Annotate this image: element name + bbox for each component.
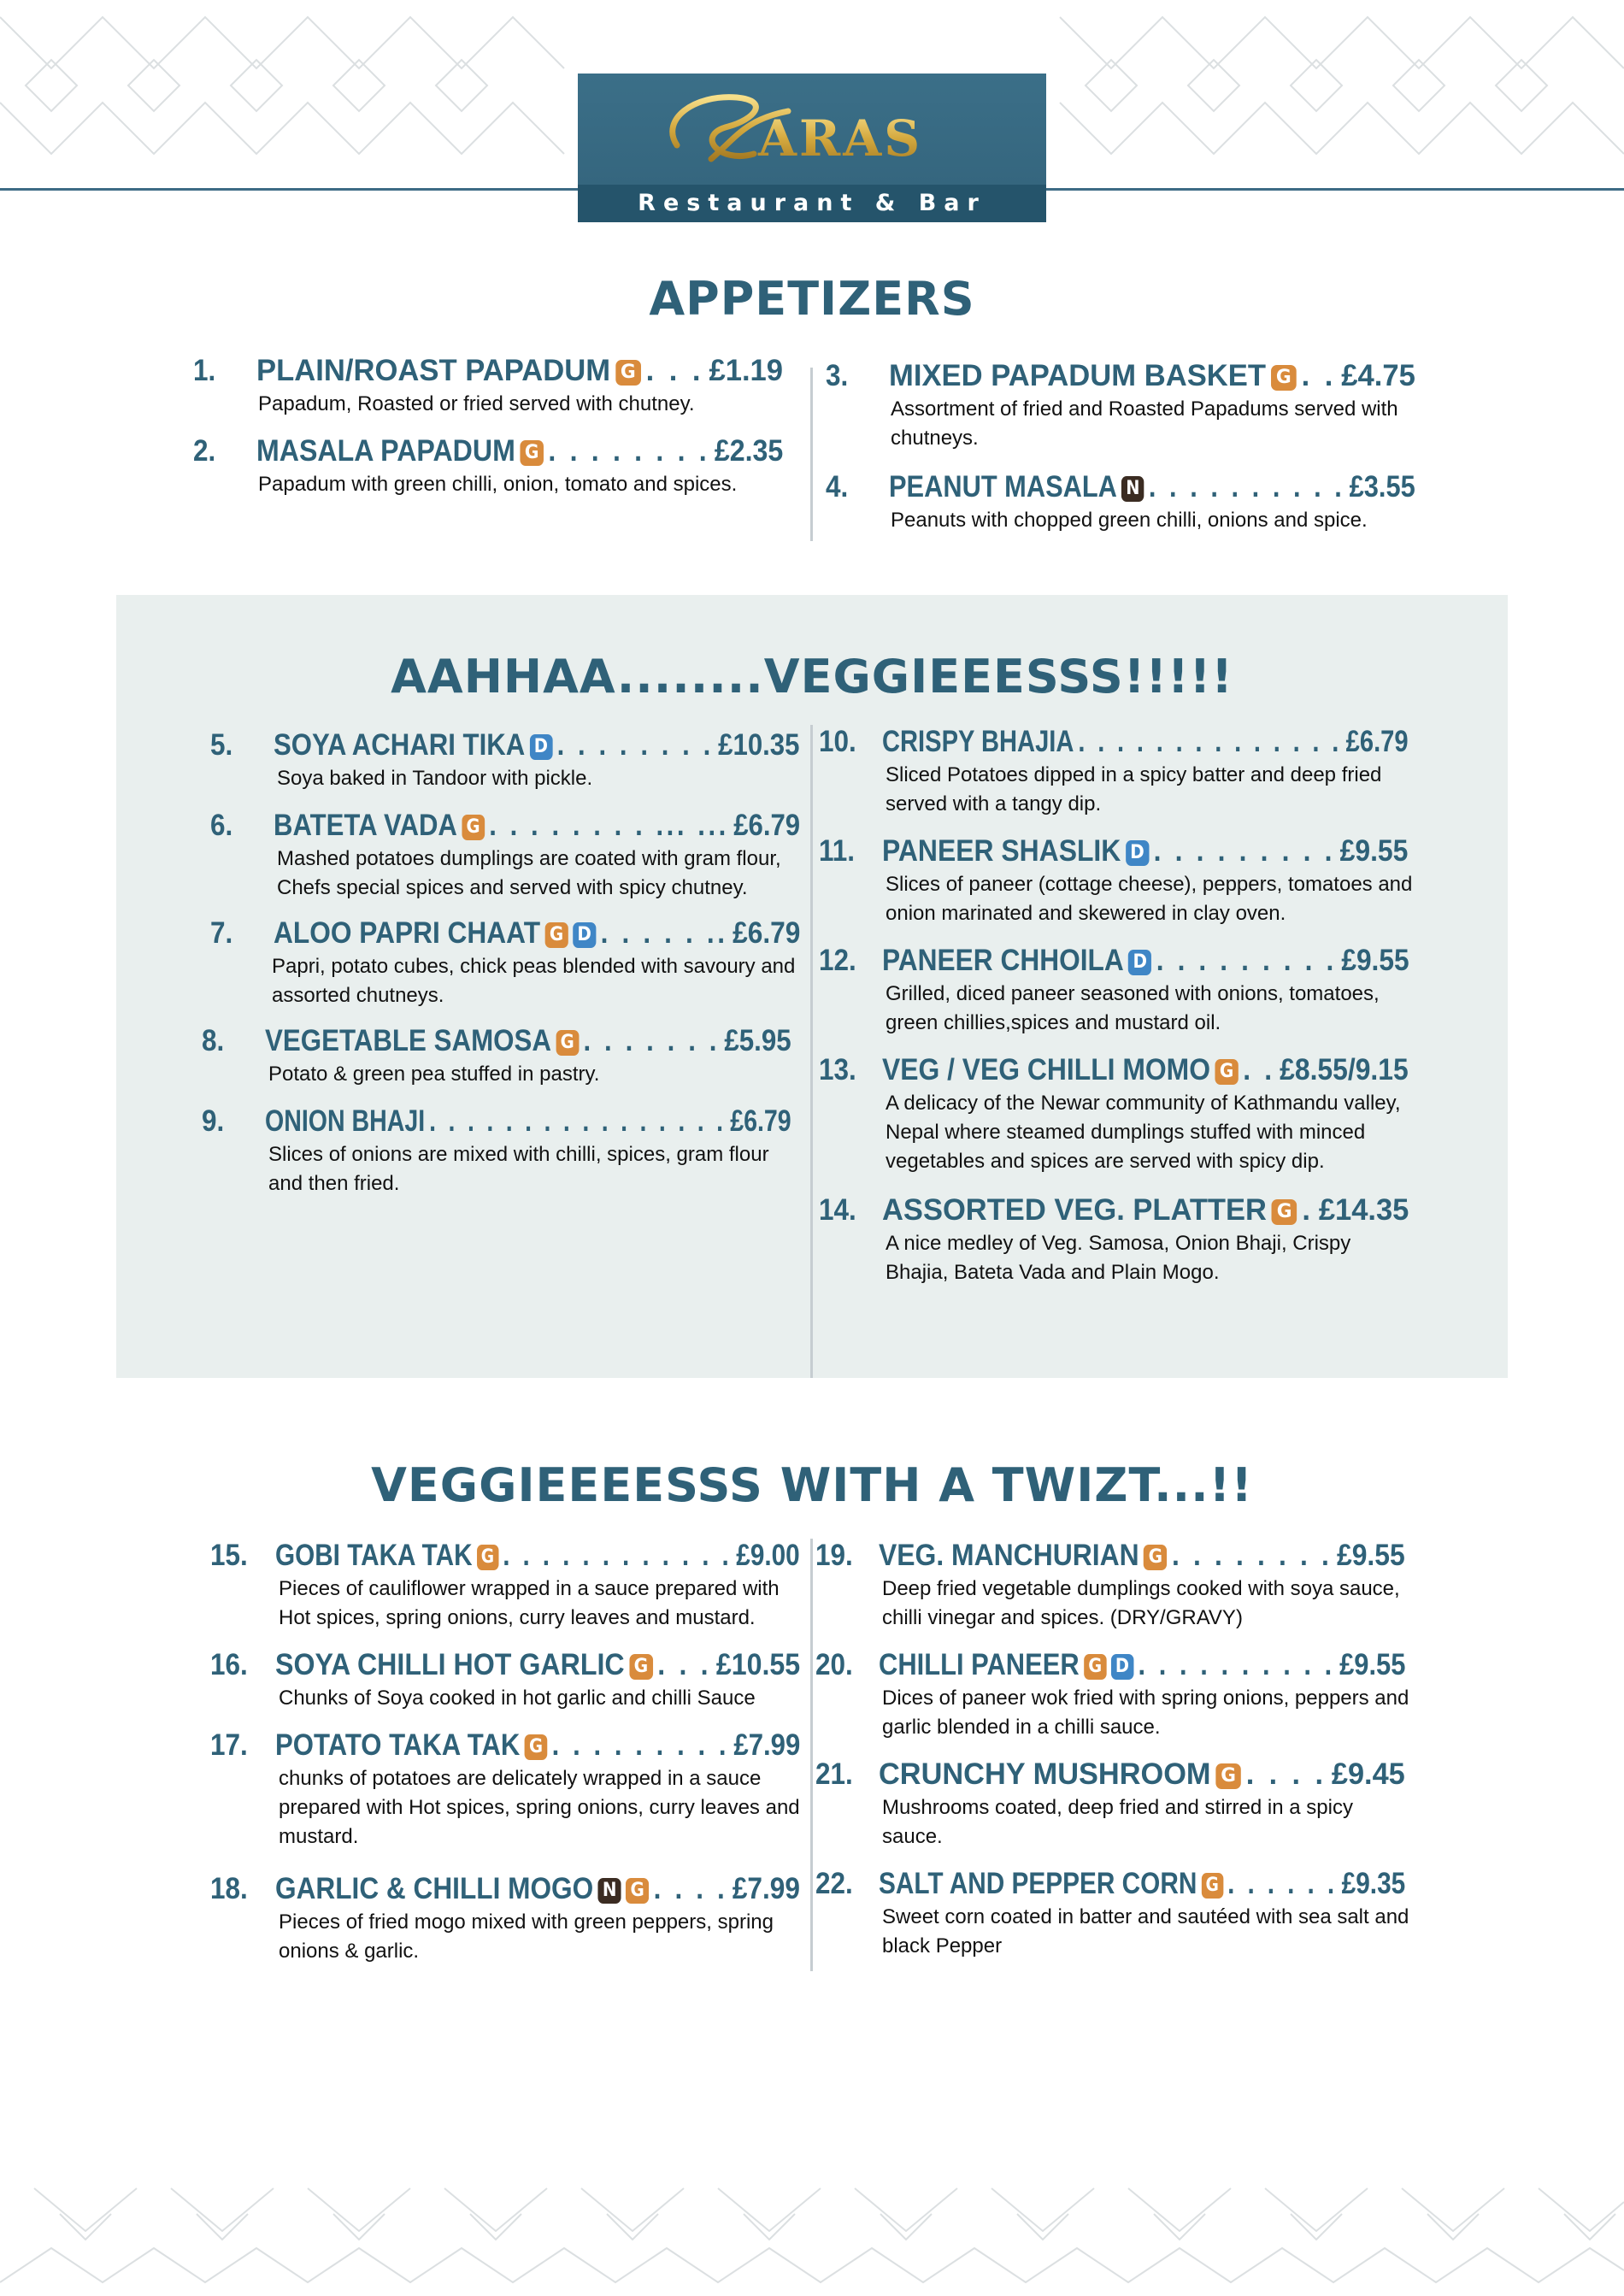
gluten-badge-icon: G [462, 815, 485, 840]
menu-item-description: Grilled, diced paneer seasoned with onions, tomatoes, [886, 982, 1380, 1005]
menu-item-name: MASALA PAPADUM [256, 434, 515, 468]
logo-wordmark: ARAS [758, 109, 923, 168]
menu-item-number: 8. [202, 1024, 225, 1057]
appetizers-divider [810, 368, 813, 541]
menu-item-price: £5.95 [724, 1024, 791, 1057]
menu-item-description: black Pepper [882, 1934, 1003, 1957]
nut-badge-icon: N [598, 1878, 621, 1904]
menu-item-description: Mushrooms coated, deep fried and stirred in a spicy [882, 1796, 1353, 1819]
menu-item-price: £7.99 [733, 1728, 801, 1762]
menu-item-description: A nice medley of Veg. Samosa, Onion Bhaji, Crispy [886, 1232, 1351, 1255]
menu-item-price: £9.45 [1331, 1757, 1405, 1791]
menu-item-description: Papadum, Roasted or fried served with chutney. [258, 392, 695, 415]
menu-item-leader-dots: . . . . . . . . [548, 434, 710, 468]
menu-item-heading [879, 1867, 1405, 1901]
menu-item-heading [882, 725, 1409, 759]
menu-item-leader-dots: . . [1243, 1053, 1275, 1086]
menu-item-leader-dots: . . . . [653, 1872, 728, 1905]
menu-item-heading [882, 1193, 1409, 1227]
menu-item-number: 11. [819, 834, 856, 868]
menu-item-heading [889, 359, 1415, 393]
menu-item [826, 470, 1424, 641]
menu-item-description: Sliced Potatoes dipped in a spicy batter and deep fried [886, 763, 1382, 786]
menu-item-heading [265, 1104, 791, 1139]
menu-item-number: 17. [210, 1728, 248, 1762]
gluten-badge-icon: G [544, 922, 568, 948]
gluten-badge-icon: G [556, 1030, 579, 1056]
menu-item-name: BATETA VADA [274, 809, 457, 842]
menu-item-leader-dots: . . . . . . [1227, 1867, 1338, 1900]
twist-title: VEGGIEEEESSS WITH A TWIZT...!! [371, 1458, 1253, 1512]
menu-item-number: 6. [210, 809, 233, 842]
menu-item-price: £14.35 [1318, 1193, 1409, 1227]
menu-item-heading [275, 1539, 800, 1573]
menu-item-price: £9.35 [1341, 1867, 1406, 1900]
menu-item-heading [256, 354, 783, 388]
menu-item-description: served with a tangy dip. [886, 792, 1102, 815]
menu-item-number: 5. [210, 728, 233, 762]
menu-item-number: 16. [210, 1648, 248, 1681]
menu-item-description: chilli vinegar and spices. (DRY/GRAVY) [882, 1606, 1243, 1629]
menu-item-description: Hot spices, spring onions, curry leaves and mustard. [279, 1606, 756, 1629]
gluten-badge-icon: G [1201, 1873, 1223, 1899]
menu-item-description: green chillies,spices and mustard oil. [886, 1011, 1221, 1034]
menu-item-description: Pieces of fried mogo mixed with green peppers, spring [279, 1910, 774, 1934]
twist-divider [810, 1539, 813, 1971]
veggies-divider [810, 725, 813, 1378]
menu-item-heading [889, 470, 1415, 504]
gluten-badge-icon: G [615, 360, 641, 386]
menu-item-description: Peanuts with chopped green chilli, onions and spice. [891, 509, 1368, 532]
gluten-badge-icon: G [1215, 1763, 1240, 1789]
menu-item-name: VEG / VEG CHILLI MOMO [882, 1053, 1210, 1086]
menu-item-heading [275, 1648, 800, 1682]
menu-item-description: Chunks of Soya cooked in hot garlic and chilli Sauce [279, 1687, 756, 1710]
menu-item-heading [256, 434, 783, 468]
menu-item-leader-dots: . . . . . . . . . . . . . . [1078, 725, 1342, 758]
menu-item-number: 14. [819, 1193, 856, 1227]
menu-item-name: GOBI TAKA TAK [275, 1539, 473, 1572]
menu-item-leader-dots: . . . . . . . . . [551, 1728, 730, 1762]
menu-item-number: 4. [826, 470, 849, 503]
menu-item-name: CHILLI PANEER [879, 1648, 1080, 1681]
menu-item-name: VEG. MANCHURIAN [879, 1539, 1139, 1572]
menu-item-number: 1. [193, 354, 216, 387]
menu-item-price: £4.75 [1341, 359, 1415, 392]
menu-item-heading [882, 944, 1409, 978]
menu-item-heading [882, 834, 1408, 868]
menu-item-name: PLAIN/ROAST PAPADUM [256, 354, 611, 387]
menu-item-description: Chefs special spices and served with spicy chutney. [277, 876, 748, 899]
menu-item-leader-dots: . . . . . . . . . . . . [503, 1539, 733, 1572]
gluten-badge-icon: G [1215, 1059, 1238, 1085]
menu-item-name: PEANUT MASALA [889, 470, 1117, 503]
menu-item-name: MIXED PAPADUM BASKET [889, 359, 1267, 392]
menu-item-number: 19. [815, 1539, 853, 1572]
menu-item-number: 10. [819, 725, 856, 758]
menu-item-price: £2.35 [714, 434, 784, 468]
menu-item-heading [265, 1024, 791, 1058]
menu-item-leader-dots: . . . . [1245, 1757, 1327, 1791]
menu-item-description: Bhajia, Bateta Vada and Plain Mogo. [886, 1261, 1220, 1284]
menu-item-description: Assortment of fried and Roasted Papadums served with [891, 397, 1398, 421]
menu-item-number: 12. [819, 944, 856, 977]
menu-item-description: and then fried. [268, 1172, 400, 1195]
menu-item-price: £9.55 [1336, 1539, 1405, 1572]
menu-item-price: £9.55 [1339, 834, 1409, 868]
menu-item-description: Slices of onions are mixed with chilli, spices, gram flour [268, 1143, 769, 1166]
menu-item-description: onions & garlic. [279, 1940, 420, 1963]
menu-item-leader-dots: . . . . . .. [600, 916, 728, 950]
menu-item-price: £6.79 [733, 916, 801, 950]
menu-item-number: 13. [819, 1053, 856, 1086]
menu-item-description: Dices of paneer wok fried with spring onions, peppers and [882, 1687, 1409, 1710]
gluten-badge-icon: G [1271, 365, 1297, 391]
menu-item-heading [274, 728, 799, 762]
menu-item-description: mustard. [279, 1825, 359, 1848]
gluten-badge-icon: G [1084, 1654, 1106, 1680]
menu-item-description: Pieces of cauliflower wrapped in a sauce prepared with [279, 1577, 780, 1600]
gluten-badge-icon: G [1144, 1545, 1167, 1570]
menu-item-leader-dots: . . . [645, 354, 704, 387]
nut-badge-icon: N [1121, 476, 1144, 502]
menu-item-heading [879, 1757, 1405, 1792]
menu-item-heading [879, 1539, 1405, 1573]
menu-item [819, 1193, 1417, 1364]
menu-item-description: onion marinated and skewered in clay oven. [886, 902, 1286, 925]
menu-item-leader-dots: . . . . . . . [583, 1024, 721, 1057]
menu-item-description: assorted chutneys. [272, 984, 444, 1007]
menu-item-price: £6.79 [730, 1104, 791, 1138]
gluten-badge-icon: G [525, 1734, 548, 1760]
menu-item-heading [275, 1872, 800, 1906]
menu-item-description: Papadum with green chilli, onion, tomato and spices. [258, 473, 738, 496]
menu-item-name: SALT AND PEPPER CORN [879, 1867, 1197, 1900]
menu-item-number: 3. [826, 359, 849, 392]
menu-item-name: PANEER CHHOILA [882, 944, 1124, 977]
menu-item-name: PANEER SHASLIK [882, 834, 1121, 868]
menu-item-leader-dots: . . . . . . . . . . [1138, 1648, 1335, 1681]
menu-item-name: SOYA CHILLI HOT GARLIC [275, 1648, 625, 1681]
menu-item-number: 22. [815, 1867, 853, 1900]
menu-item-number: 15. [210, 1539, 248, 1572]
menu-item-price: £9.55 [1339, 1648, 1406, 1681]
menu-item-name: CRUNCHY MUSHROOM [879, 1757, 1211, 1791]
menu-item-description: Papri, potato cubes, chick peas blended with savoury and [272, 955, 796, 978]
menu-item-leader-dots: . . . . . . . . . . . . . . . . [429, 1104, 727, 1138]
decorative-pattern-bottom [0, 2171, 1624, 2296]
menu-item-leader-dots: . [1302, 1193, 1314, 1227]
menu-item-number: 18. [210, 1872, 248, 1905]
gluten-badge-icon: G [477, 1545, 498, 1570]
restaurant-logo [578, 74, 1046, 222]
menu-item-heading [275, 1728, 800, 1763]
dairy-badge-icon: D [1126, 840, 1149, 866]
menu-item-price: £6.79 [733, 809, 801, 842]
menu-item [202, 1104, 800, 1275]
menu-item-leader-dots: . . . . . . . . ... ... [489, 809, 729, 842]
menu-item-leader-dots: . . . . . . . . . . [1148, 470, 1345, 503]
menu-item-price: £9.00 [736, 1539, 800, 1572]
gluten-badge-icon: G [626, 1878, 649, 1904]
menu-item-name: GARLIC & CHILLI MOGO [275, 1872, 594, 1905]
dairy-badge-icon: D [573, 922, 596, 948]
menu-item-number: 9. [202, 1104, 225, 1138]
menu-item-price: £9.55 [1341, 944, 1409, 977]
menu-item-number: 7. [210, 916, 233, 950]
menu-item-description: Deep fried vegetable dumplings cooked with soya sauce, [882, 1577, 1400, 1600]
menu-item-description: A delicacy of the Newar community of Kathmandu valley, [886, 1092, 1401, 1115]
menu-item [193, 434, 791, 605]
menu-item-price: £8.55/9.15 [1280, 1053, 1409, 1086]
menu-item-description: Mashed potatoes dumplings are coated with gram flour, [277, 847, 781, 870]
menu-item-description: vegetables and spices are served with spicy dip. [886, 1150, 1325, 1173]
menu-item [210, 1872, 809, 2043]
menu-item-name: ONION BHAJI [265, 1104, 426, 1138]
menu-item-leader-dots: . . [1301, 359, 1337, 392]
menu-item [815, 1867, 1414, 2038]
gluten-badge-icon: G [629, 1654, 653, 1680]
menu-item-description: Nepal where steamed dumplings stuffed with minced [886, 1121, 1366, 1144]
veggies-title: AAHHAA........VEGGIEEESSS!!!!! [391, 650, 1233, 704]
menu-item-name: ALOO PAPRI CHAAT [274, 916, 541, 950]
menu-item-price: £7.99 [732, 1872, 800, 1905]
menu-item-leader-dots: . . . . . . . . [1171, 1539, 1333, 1572]
logo-tagline: Restaurant & Bar [578, 185, 1046, 222]
menu-item-description: garlic blended in a chilli sauce. [882, 1716, 1161, 1739]
appetizers-title: APPETIZERS [649, 272, 975, 326]
menu-item-description: chutneys. [891, 427, 979, 450]
menu-item-heading [274, 809, 800, 843]
menu-item-description: chunks of potatoes are delicately wrapped in a sauce [279, 1767, 762, 1790]
gluten-badge-icon: G [520, 440, 544, 466]
menu-item-leader-dots: . . . . . . . . . [1156, 944, 1337, 977]
menu-item-price: £10.55 [715, 1648, 801, 1681]
menu-item-price: £3.55 [1349, 470, 1415, 503]
menu-item-description: sauce. [882, 1825, 943, 1848]
menu-item-name: VEGETABLE SAMOSA [265, 1024, 551, 1057]
menu-item-description: prepared with Hot spices, spring onions, curry leaves and [279, 1796, 800, 1819]
menu-item-heading [274, 916, 800, 951]
menu-item-leader-dots: . . . . . . . . . [1153, 834, 1336, 868]
menu-item-description: Soya baked in Tandoor with pickle. [277, 767, 593, 790]
menu-item-description: Slices of paneer (cottage cheese), peppers, tomatoes and [886, 873, 1413, 896]
menu-item-name: CRISPY BHAJIA [882, 725, 1074, 758]
menu-item-name: SOYA ACHARI TIKA [274, 728, 526, 762]
menu-item-number: 21. [815, 1757, 853, 1791]
gluten-badge-icon: G [1272, 1199, 1297, 1225]
dairy-badge-icon: D [530, 734, 553, 760]
saras-logo-mark [660, 85, 968, 171]
menu-item-name: ASSORTED VEG. PLATTER [882, 1193, 1267, 1227]
menu-item-description: Sweet corn coated in batter and sautéed with sea salt and [882, 1905, 1409, 1928]
dairy-badge-icon: D [1128, 950, 1151, 975]
menu-item-price: £1.19 [709, 354, 784, 387]
menu-item-number: 2. [193, 434, 216, 468]
menu-item-leader-dots: . . . . . . . . [556, 728, 714, 762]
menu-item-name: POTATO TAKA TAK [275, 1728, 521, 1762]
menu-item-leader-dots: . . . [657, 1648, 712, 1681]
menu-item-price: £6.79 [1345, 725, 1409, 758]
menu-item-heading [879, 1648, 1405, 1682]
menu-item-number: 20. [815, 1648, 853, 1681]
menu-item-price: £10.35 [718, 728, 800, 762]
menu-item-description: Potato & green pea stuffed in pastry. [268, 1063, 600, 1086]
menu-item-heading [882, 1053, 1409, 1087]
dairy-badge-icon: D [1111, 1654, 1133, 1680]
